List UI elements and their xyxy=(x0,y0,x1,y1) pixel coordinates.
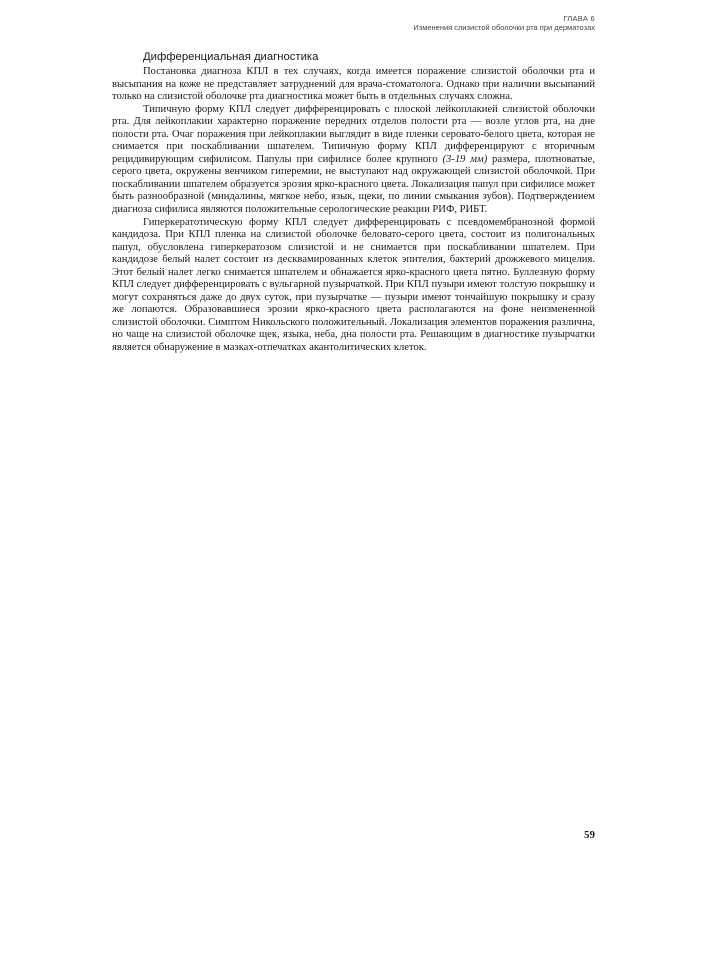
body-text xyxy=(112,66,595,355)
paragraph-2-text-after: размера, плотноватые, серого цвета, окружены венчиком гиперемии, не выступают над окружающей слизистой оболочкой. При поскабливании шпателем образуется эрозия ярко-красного цвета. Локализация папул при сифилисе может быть разнообразной (миндалины, мягкое небо, язык, щеки, по линии смыкания зубов). Подтверждением диагноза сифилиса являются положительные серологические реакции РИФ, РИБТ. xyxy=(112,153,595,216)
running-head-chapter: ГЛАВА 6 xyxy=(563,14,595,23)
page-number: 59 xyxy=(584,829,595,841)
running-head-title: Изменения слизистой оболочки рта при дерматозах xyxy=(413,23,595,32)
paragraph-2 xyxy=(112,104,595,217)
section-title: Дифференциальная диагностика xyxy=(143,51,319,63)
paragraph-3: Гиперкератотическую форму КПЛ следует дифференцировать с псевдомембранозной формой кандидоза. При КПЛ пленка на слизистой оболочке беловато-серого цвета, состоит из полигональных папул, обусловлена гиперкератозом слизистой и не снимается при поскабливании шпателем. При кандидозе белый налет состоит из десквамированных клеток эпителия, бактерий дрожжевого мицелия. Этот белый налет легко снимается шпателем и обнажается ярко-красного цвета пятно. Буллезную форму КПЛ следует дифференцировать с вульгарной пузырчаткой. При КПЛ пузыри имеют толстую покрышку и могут сохраняться даже до двух суток, при пузырчатке — пузыри имеют тончайшую покрышку и сразу же лопаются. Образовавшиеся эрозии ярко-красного цвета располагаются на фоне неизмененной слизистой оболочки. Симптом Никольского положительный. Локализация элементов поражения различна, но чаще на слизистой оболочке щек, языка, неба, дна полости рта. Решающим в диагностике пузырчатки является обнаружение в мазках-отпечатках акантолитических клеток. xyxy=(112,216,595,354)
paragraph-2-text-before: Типичную форму КПЛ следует дифференцировать с плоской лейкоплакией слизистой оболочки рта. Для лейкоплакии характерно поражение передних отделов полости рта — возле углов рта, на дне полости рта. Очаг поражения при лейкоплакии выглядит в виде пленки серовато-белого цвета, которая не снимается при поскабливании шпателем. Типичную форму КПЛ дифференцируют с вторичным рецидивирующим сифилисом. Папулы при сифилисе более крупного xyxy=(112,103,595,165)
paragraph-1: Постановка диагноза КПЛ в тех случаях, когда имеется поражение слизистой оболочки рта и высыпания на коже не представляет затруднений для врача-стоматолога. Однако при наличии высыпаний только на слизистой оболочке рта диагностика может быть в отдельных случаях сложна. xyxy=(112,66,595,103)
paragraph-2-emphasis: (3-19 мм) xyxy=(442,153,488,165)
running-head xyxy=(413,14,595,32)
